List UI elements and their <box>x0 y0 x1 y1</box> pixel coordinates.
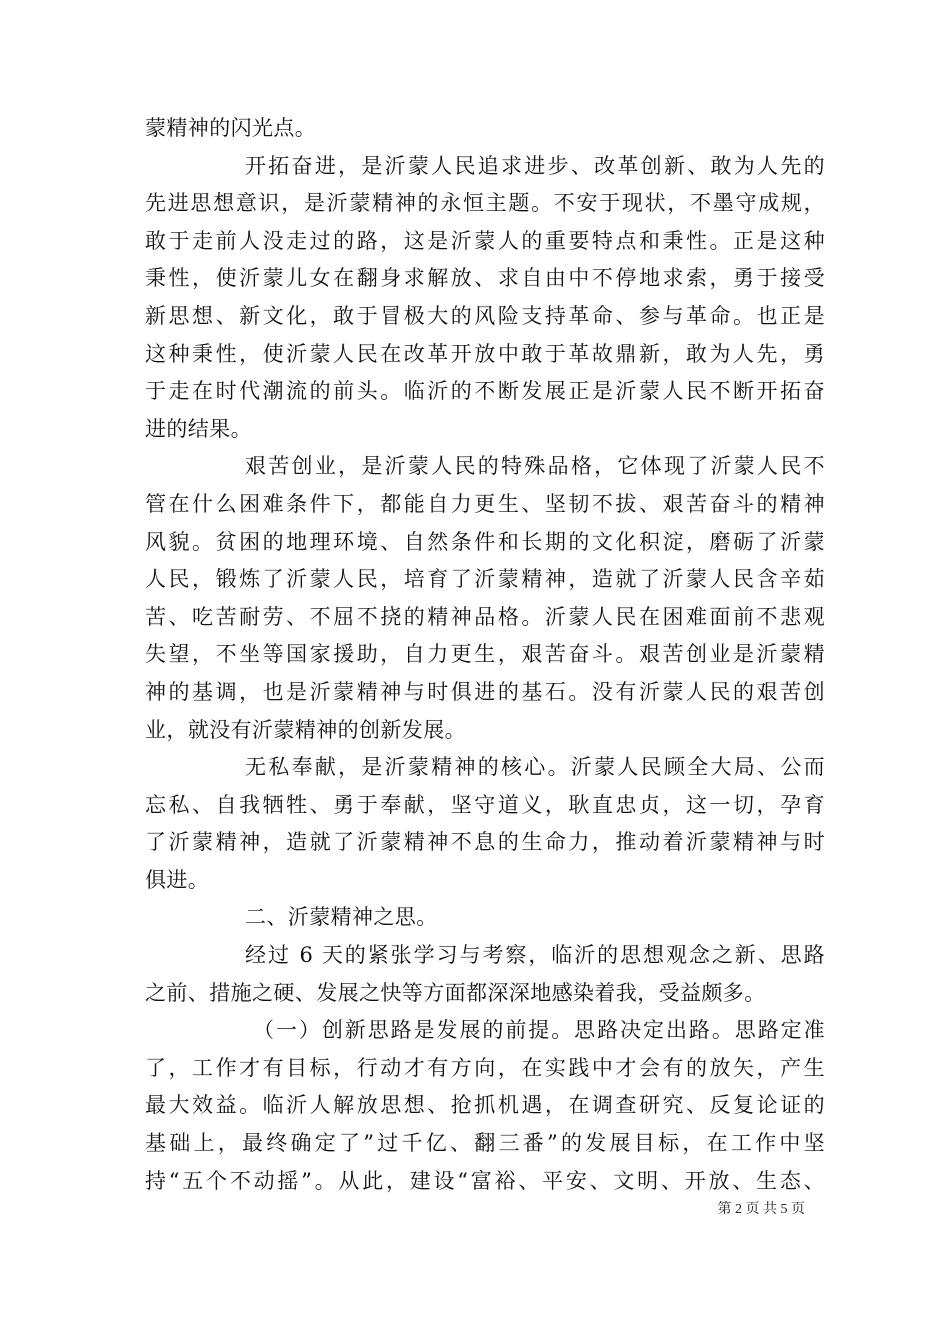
page-footer: 第 2 页 共 5 页 <box>717 1202 805 1217</box>
text-line: （一）创新思路是发展的前提。思路决定出路。思路定准 <box>253 1018 825 1043</box>
text-line: 先进思想意识，是沂蒙精神的永恒主题。不安于现状，不墨守成规， <box>145 191 825 216</box>
text-line: 开拓奋进，是沂蒙人民追求进步、改革创新、敢为人先的 <box>245 153 825 178</box>
text-line: 俱进。 <box>145 867 210 892</box>
paragraph <box>145 148 825 449</box>
text-line: 艰苦创业，是沂蒙人民的特殊品格，它体现了沂蒙人民不 <box>245 454 825 479</box>
paragraph <box>145 937 825 1012</box>
text-line: 管在什么困难条件下，都能自力更生、坚韧不拔、艰苦奋斗的精神 <box>145 491 825 516</box>
text-line: 了沂蒙精神，造就了沂蒙精神不息的生命力，推动着沂蒙精神与时 <box>145 830 825 855</box>
text-line: 无私奉献，是沂蒙精神的核心。沂蒙人民顾全大局、公而 <box>245 755 825 780</box>
paragraph <box>145 1012 825 1200</box>
paragraph <box>145 749 825 899</box>
text-line: 神的基调，也是沂蒙精神与时俱进的基石。没有沂蒙人民的艰苦创 <box>145 679 825 704</box>
paragraph <box>145 448 825 749</box>
text-line: 风貌。贫困的地理环境、自然条件和长期的文化积淀，磨砺了沂蒙 <box>145 529 825 554</box>
text-line: 这种秉性，使沂蒙人民在改革开放中敢于革故鼎新，敢为人先，勇 <box>145 341 825 366</box>
text-line: 之前、措施之硬、发展之快等方面都深深地感染着我，受益颇多。 <box>145 980 766 1005</box>
text-line: 进的结果。 <box>145 416 252 441</box>
text-line: 失望，不坐等国家援助，自力更生，艰苦奋斗。艰苦创业是沂蒙精 <box>145 642 825 667</box>
text-line: 了，工作才有目标，行动才有方向，在实践中才会有的放矢，产生 <box>145 1055 825 1080</box>
text-line: 新思想、新文化，敢于冒极大的风险支持革命、参与革命。也正是 <box>145 303 825 328</box>
text-line: 人民，锻炼了沂蒙人民，培育了沂蒙精神，造就了沂蒙人民含辛茹 <box>145 567 825 592</box>
text-line: 持“五个不动摇”。从此，建设“富裕、平安、文明、开放、生态、 <box>145 1168 825 1193</box>
text-line: 业，就没有沂蒙精神的创新发展。 <box>145 717 466 742</box>
text-line: 二、沂蒙精神之思。 <box>245 905 438 930</box>
text-line: 秉性，使沂蒙儿女在翻身求解放、求自由中不停地求索，勇于接受 <box>145 266 825 291</box>
paragraph <box>145 899 825 937</box>
text-line: 忘私、自我牺牲、勇于奉献，坚守道义，耿直忠贞，这一切，孕育 <box>145 792 825 817</box>
text-line: 于走在时代潮流的前头。临沂的不断发展正是沂蒙人民不断开拓奋 <box>145 379 825 404</box>
text-line: 苦、吃苦耐劳、不屈不挠的精神品格。沂蒙人民在困难面前不悲观 <box>145 604 825 629</box>
text-line: 蒙精神的闪光点。 <box>145 116 317 140</box>
document-body <box>145 110 825 1200</box>
text-line: 基础上，最终确定了”过千亿、翻三番”的发展目标，在工作中坚 <box>145 1131 825 1156</box>
text-line: 敢于走前人没走过的路，这是沂蒙人的重要特点和秉性。正是这种 <box>145 228 825 253</box>
text-line: 经过 6 天的紧张学习与考察，临沂的思想观念之新、思路 <box>245 943 825 968</box>
paragraph <box>145 110 825 148</box>
text-line: 最大效益。临沂人解放思想、抢抓机遇，在调查研究、反复论证的 <box>145 1093 825 1118</box>
